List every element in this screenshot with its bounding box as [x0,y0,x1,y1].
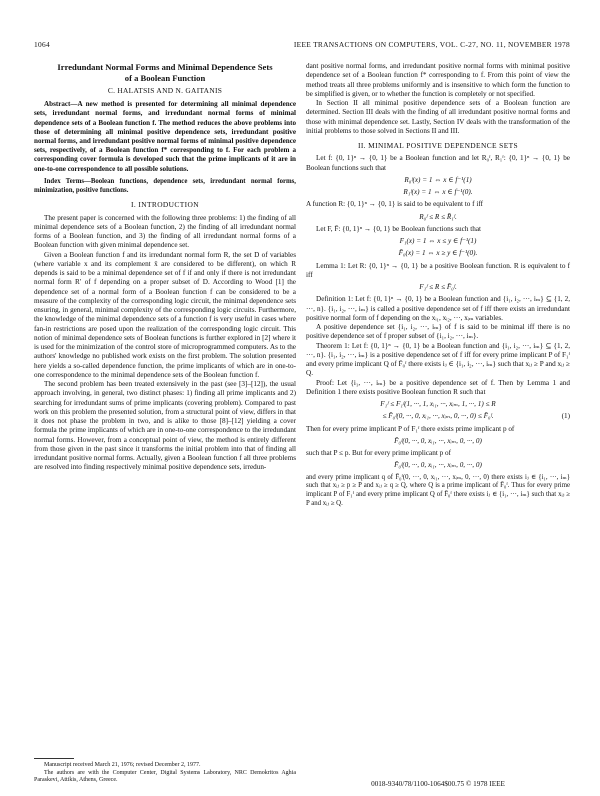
right-paragraph-8: A positive dependence set {i₁, i₂, ···, iₘ} of f is said to be minimal iff there is no positive dependence set of f proper subset of {i₁, i₂, ···, iₘ}. [306,323,570,341]
equation-8-number: (1) [561,412,570,421]
equation-1: R₀ᶠ(x) = 1 ⇔ x ∈ f⁻¹(1) [404,175,472,184]
right-paragraph-13: and every prime implicant q of F̄₀ᶠ(0, ···, 0, xᵢ₁, ···, xᵢₘ, 0, ···, 0) there exists iⱼ ∈ {i₁, ···, iₘ} such that xᵢⱼ ≥ p ≥ P and xᵢⱼ ≥ q ≥ Q, where Q is a prime implicant of F̄₀ᶠ. Thus for every prime implicant P of F₁ᶠ and every prime implicant Q of F̄₀ᶠ there exists iⱼ ∈ {i₁, ···, iₘ} such that xᵢⱼ ≥ P and xᵢⱼ ≥ Q. [306,473,570,507]
equation-5: F̄₀(x) = 1 ⇔ x ≥ y ∈ f⁻¹(0). [398,249,478,258]
equation-4: F₁(x) = 1 ⇔ x ≤ y ∈ f⁻¹(1) [399,237,477,245]
equation-3: R₀ᶠ ≤ R ≤ R̄₁ᶠ. [419,212,457,221]
right-paragraph-1: dant positive normal forms, and irredundant positive normal forms with minimal positive dependence set of a Boolean function f* corresponding to f. From this point of view the method treats all three problems uniformly and is insensitive to which form the function to be simplified is given, or to whether the function is completely or not specified. [306,62,570,98]
right-paragraph-3: Let f: {0, 1}ⁿ → {0, 1} be a Boolean function and let R₀ᶠ, R₁ᶠ: {0, 1}ⁿ → {0, 1} be Boolean functions such that [306,154,570,172]
equation-8-body: ≤ F̄₀ᶠ(0, ···, 0, xᵢ₁, ···, xᵢₘ, 0, ···, 0) ≤ F̄₀ᶠ. [382,412,494,421]
index-terms: Index Terms—Boolean functions, dependence sets, irredundant normal forms, minimization, positive functions. [34,177,296,194]
abstract: Abstract—A new method is presented for determining all minimal dependence sets, irredundant normal forms, and irredundant normal forms of minimal dependence sets of a Boolean function f. The method reduces the above problems into those of determining all minimal positive dependence sets, irredundant positive normal forms, and irredundant positive normal forms of minimal positive dependence sets, respectively, of a Boolean function f* corresponding to f. For each problem a corresponding cover formula is developed such that the prime implicants of it are in one-to-one correspondence to all possible solutions. [34,100,296,173]
footnote-affiliation: The authors are with the Computer Center, Digital Systems Laboratory, NRC Demokritos Aghia Paraskevi, Attikis, Athens, Greece. [34,769,296,783]
copyright-line: 0018-9340/78/1100-1064$00.75 © 1978 IEEE [371,780,505,788]
left-column [34,62,296,473]
proof-paragraph: Proof: Let {i₁, ···, iₘ} be a positive dependence set of f. Then by Lemma 1 and Definition 1 there exists positive Boolean function R such that [306,378,570,396]
intro-paragraph-3: The second problem has been treated extensively in the past (see [3]–[12]), the usual approach involving, in general, two distinct phases: 1) finding all prime implicants and 2) searching for irredundant sums of prime implicants (covering problem). Compared to past work on this problem the presented solution, from a structural point of view, differs in that it does not phase the problem in two, and is alike to those [8]–[12] yielding a cover formula the prime implicants of which are in one-to-one correspondence to the irredundant normal forms. However, from a conceptual point of view, the method is entirely different from those given in the past since it transforms the initial problem into that of finding all irredundant positive normal forms. Actually, given a Boolean function f all three problems are resolved into finding respectively minimal positive dependence sets, irredun- [34,380,296,472]
right-paragraph-12: such that P ≤ p. But for every prime implicant p of [306,449,452,457]
footnotes [34,762,296,785]
equation-10: F̄₀ᶠ(0, ···, 0, xᵢ₁, ···, xᵢₘ, 0, ···, 0) [394,461,482,470]
right-paragraph-4: A function R: {0, 1}ⁿ → {0, 1} is said to be equivalent to f iff [306,200,484,209]
theorem-1: Theorem 1: Let f: {0, 1}ⁿ → {0, 1} be a Boolean function and {i₁, i₂, ···, iₘ} ⊆ {1, 2, ···, n}. {i₁, i₂, ···, iₘ} is a positive dependence set of f iff for every prime implicant P of F₁ᶠ and every prime implicant Q of F̄₀ᶠ there exists iⱼ ∈ {i₁, i₂, ···, iₘ} such that xᵢⱼ ≥ P and xᵢⱼ ≥ Q. [306,341,570,378]
equation-8 [306,412,570,421]
running-header [34,40,570,52]
equation-6: F₁ᶠ ≤ R ≤ F̄₀ᶠ. [419,283,457,291]
journal-header: IEEE TRANSACTIONS ON COMPUTERS, VOL. C-27, NO. 11, NOVEMBER 1978 [293,40,570,49]
intro-paragraph-1: The present paper is concerned with the following three problems: 1) the finding of all minimal dependence sets of a Boolean function, 2) the finding of all irredundant normal forms of a Boolean function, and 3) the finding of all irredundant normal forms of a Boolean function with given minimal dependence set. [34,213,296,250]
footnote-manuscript: Manuscript received March 21, 1976; revised December 2, 1977. [44,762,201,768]
equation-7: F₁ᶠ ≤ F₁ᶠ(1, ···, 1, xᵢ₁, ···, xᵢₘ, 1, ···, 1) ≤ R [380,400,496,408]
paper-title-line1: Irredundant Normal Forms and Minimal Dependence Sets [57,62,273,72]
equation-9: F̄₀ᶠ(0, ···, 0, xᵢ₁, ···, xᵢₘ, 0, ···, 0) [394,436,482,445]
footnote-rule [34,758,74,759]
right-paragraph-11: Then for every prime implicant P of F₁ᶠ there exists prime implicant p of [306,424,515,433]
right-paragraph-2: In Section II all minimal positive dependence sets of a Boolean function are determined. Section III deals with the finding of all irredundant positive normal forms and those with minimal dependence set. Lastly, Section IV deals with the transformation of the initial problems to those solved in Sections II and III. [306,99,570,135]
intro-paragraph-2: Given a Boolean function f and its irredundant normal form R, the set D of variables (where variable x and its complement x̄ are considered to be different), on which R depends is said to be a minimal dependence set of f if and only if there is not irredundant normal form R′ of f depending on a proper subset of D. According to Wood [1] the dependence set of a normal form of a Boolean function f can be considered to be a measure of the complexity of the corresponding logic circuit, the minimal dependence sets ensuring, in general, minimal complexity of the corresponding logic circuits. Furthermore, the knowledge of the minimal dependence sets of a function f is very useful in cases where fan-in restrictions are posed upon the realization of the corresponding logic circuit. This notion of minimal dependence sets of Boolean functions is further explored in [2] where it is used for the minimization of the control store of microprogrammed computers. As to the authors' knowledge no published work exists on the first problem. The solution presented here yields a so-called dependence function, the prime implicants of which are in one-to-one correspondence to the minimal dependence sets of the Boolean function f. [34,250,296,379]
lemma-1: Lemma 1: Let R: {0, 1}ⁿ → {0, 1} be a positive Boolean function. R is equivalent to f iff [306,261,570,279]
definition-1: Definition 1: Let f: {0, 1}ⁿ → {0, 1} be a Boolean function and {i₁, i₂, ···, iₘ} ⊆ {1, 2, ···, n}. {i₁, i₂, ···, iₘ} is called a positive dependence set of f iff there exists an irredundant positive normal form of f depending on the xᵢ₁, xᵢ₂, ···, xᵢₘ variables. [306,295,570,322]
paper-authors: C. HALATSIS AND N. GAITANIS [107,86,223,95]
equation-2: R₁ᶠ(x) = 1 ⇔ x ∈ f⁻¹(0). [403,188,473,196]
right-paragraph-5: Let F, F̄: {0, 1}ⁿ → {0, 1} be Boolean functions such that [316,224,482,233]
page-number: 1064 [34,40,50,49]
right-column [306,62,570,509]
paper-title-line2: of a Boolean Function [124,72,206,83]
section-heading-introduction: I. INTRODUCTION [131,200,199,210]
section-heading-minimal-sets: II. MINIMAL POSITIVE DEPENDENCE SETS [357,141,519,150]
